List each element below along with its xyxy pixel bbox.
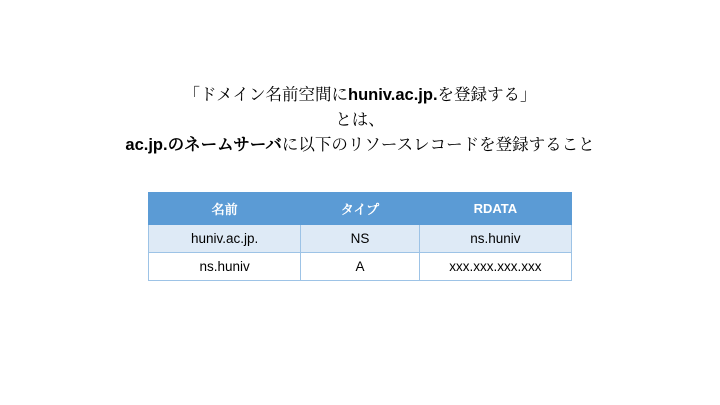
page-title: [0, 83, 720, 158]
cell-type: NS: [301, 225, 419, 253]
cell-rdata: ns.huniv: [419, 225, 571, 253]
cell-name: huniv.ac.jp.: [149, 225, 301, 253]
cell-name: ns.huniv: [149, 253, 301, 281]
headline-nameserver-name: ac.jp.のネームサーバ: [125, 136, 282, 154]
table-row: [149, 225, 572, 253]
headline-line-1-prefix: 「ドメイン名前空間に: [183, 86, 348, 104]
cell-rdata: xxx.xxx.xxx.xxx: [419, 253, 571, 281]
table-row: [149, 253, 572, 281]
table-header-row: [149, 193, 572, 225]
table-header-name: 名前: [149, 193, 301, 225]
resource-record-table: [148, 192, 572, 281]
table-body: [149, 225, 572, 281]
table-header: [149, 193, 572, 225]
headline-domain-name: huniv.ac.jp.: [347, 86, 438, 104]
headline-line-3-suffix: に以下のリソースレコードを登録すること: [281, 136, 595, 154]
headline-line-2: とは、: [335, 111, 385, 129]
headline-line-1-suffix: を登録する」: [437, 86, 537, 104]
cell-type: A: [301, 253, 419, 281]
headline-line-3: [0, 133, 720, 158]
headline-line-1: [0, 83, 720, 108]
table-header-type: タイプ: [301, 193, 419, 225]
table-header-rdata: RDATA: [419, 193, 571, 225]
